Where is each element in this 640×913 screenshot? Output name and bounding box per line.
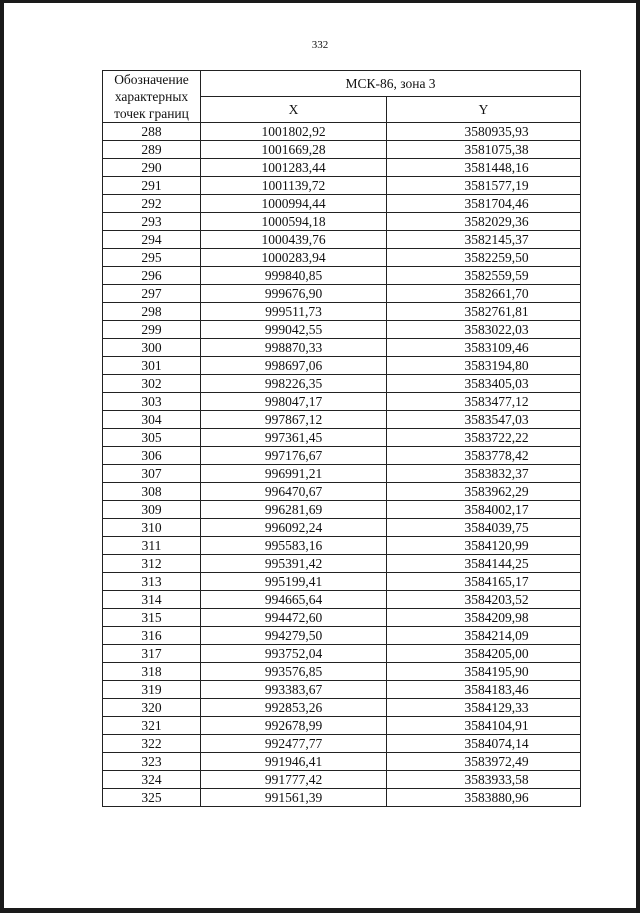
point-number-cell: 295 (103, 249, 201, 267)
table-row (103, 519, 581, 537)
table-row (103, 411, 581, 429)
y-coordinate-cell: 3583832,37 (387, 465, 581, 483)
y-coordinate-cell: 3582761,81 (387, 303, 581, 321)
x-coordinate-cell: 999840,85 (201, 267, 387, 285)
x-coordinate-cell: 999676,90 (201, 285, 387, 303)
y-coordinate-cell: 3584002,17 (387, 501, 581, 519)
table-row (103, 573, 581, 591)
point-number-cell: 311 (103, 537, 201, 555)
x-coordinate-cell: 998047,17 (201, 393, 387, 411)
y-coordinate-cell: 3583109,46 (387, 339, 581, 357)
table-row (103, 591, 581, 609)
table-row (103, 735, 581, 753)
point-number-cell: 292 (103, 195, 201, 213)
x-coordinate-cell: 998870,33 (201, 339, 387, 357)
y-coordinate-cell: 3584165,17 (387, 573, 581, 591)
table-row (103, 717, 581, 735)
table-row (103, 267, 581, 285)
coordinates-rows (103, 123, 581, 807)
x-coordinate-cell: 1000283,94 (201, 249, 387, 267)
table-row (103, 465, 581, 483)
point-number-cell: 320 (103, 699, 201, 717)
page-number: 332 (311, 39, 329, 51)
y-column-header: Y (387, 97, 581, 123)
point-number-cell: 301 (103, 357, 201, 375)
y-coordinate-cell: 3581075,38 (387, 141, 581, 159)
x-coordinate-cell: 1001139,72 (201, 177, 387, 195)
y-coordinate-cell: 3584144,25 (387, 555, 581, 573)
table-row (103, 177, 581, 195)
point-number-cell: 325 (103, 789, 201, 807)
point-number-cell: 288 (103, 123, 201, 141)
point-number-cell: 290 (103, 159, 201, 177)
table-row (103, 447, 581, 465)
y-coordinate-cell: 3584074,14 (387, 735, 581, 753)
table-row (103, 249, 581, 267)
x-coordinate-cell: 996470,67 (201, 483, 387, 501)
table-row (103, 699, 581, 717)
point-number-cell: 318 (103, 663, 201, 681)
x-coordinate-cell: 997361,45 (201, 429, 387, 447)
y-coordinate-cell: 3582145,37 (387, 231, 581, 249)
point-number-cell: 305 (103, 429, 201, 447)
x-coordinate-cell: 1000439,76 (201, 231, 387, 249)
y-coordinate-cell: 3583880,96 (387, 789, 581, 807)
table-row (103, 393, 581, 411)
table-row (103, 231, 581, 249)
y-coordinate-cell: 3583972,49 (387, 753, 581, 771)
point-number-cell: 324 (103, 771, 201, 789)
point-number-cell: 294 (103, 231, 201, 249)
x-column-header: X (201, 97, 387, 123)
y-coordinate-cell: 3584209,98 (387, 609, 581, 627)
table-row (103, 771, 581, 789)
point-number-cell: 323 (103, 753, 201, 771)
points-column-header (103, 71, 201, 123)
y-coordinate-cell: 3584203,52 (387, 591, 581, 609)
point-number-cell: 299 (103, 321, 201, 339)
point-number-cell: 322 (103, 735, 201, 753)
table-row (103, 195, 581, 213)
x-coordinate-cell: 993752,04 (201, 645, 387, 663)
point-number-cell: 302 (103, 375, 201, 393)
x-coordinate-cell: 995199,41 (201, 573, 387, 591)
y-coordinate-cell: 3583933,58 (387, 771, 581, 789)
point-number-cell: 312 (103, 555, 201, 573)
x-coordinate-cell: 992477,77 (201, 735, 387, 753)
point-number-cell: 300 (103, 339, 201, 357)
x-coordinate-cell: 991946,41 (201, 753, 387, 771)
x-coordinate-cell: 992678,99 (201, 717, 387, 735)
table-row (103, 645, 581, 663)
table-row (103, 213, 581, 231)
y-coordinate-cell: 3583962,29 (387, 483, 581, 501)
point-number-cell: 310 (103, 519, 201, 537)
y-coordinate-cell: 3584214,09 (387, 627, 581, 645)
x-coordinate-cell: 1001283,44 (201, 159, 387, 177)
point-number-cell: 313 (103, 573, 201, 591)
point-number-cell: 297 (103, 285, 201, 303)
y-coordinate-cell: 3584129,33 (387, 699, 581, 717)
x-coordinate-cell: 999042,55 (201, 321, 387, 339)
y-coordinate-cell: 3581448,16 (387, 159, 581, 177)
table-row (103, 555, 581, 573)
y-coordinate-cell: 3584104,91 (387, 717, 581, 735)
table-row (103, 429, 581, 447)
y-coordinate-cell: 3583405,03 (387, 375, 581, 393)
x-coordinate-cell: 1000994,44 (201, 195, 387, 213)
y-coordinate-cell: 3583778,42 (387, 447, 581, 465)
point-number-cell: 308 (103, 483, 201, 501)
y-coordinate-cell: 3583022,03 (387, 321, 581, 339)
y-coordinate-cell: 3581577,19 (387, 177, 581, 195)
y-coordinate-cell: 3582559,59 (387, 267, 581, 285)
x-coordinate-cell: 1000594,18 (201, 213, 387, 231)
x-coordinate-cell: 991561,39 (201, 789, 387, 807)
point-number-cell: 315 (103, 609, 201, 627)
points-header-line1: Обозначение (114, 72, 189, 87)
y-coordinate-cell: 3583722,22 (387, 429, 581, 447)
y-coordinate-cell: 3583194,80 (387, 357, 581, 375)
x-coordinate-cell: 994279,50 (201, 627, 387, 645)
table-row (103, 159, 581, 177)
x-coordinate-cell: 991777,42 (201, 771, 387, 789)
x-coordinate-cell: 997176,67 (201, 447, 387, 465)
x-coordinate-cell: 995391,42 (201, 555, 387, 573)
x-coordinate-cell: 995583,16 (201, 537, 387, 555)
x-coordinate-cell: 994665,64 (201, 591, 387, 609)
table-row (103, 789, 581, 807)
x-coordinate-cell: 999511,73 (201, 303, 387, 321)
y-coordinate-cell: 3581704,46 (387, 195, 581, 213)
points-header-line3: точек границ (114, 106, 189, 121)
document-page (4, 3, 636, 908)
point-number-cell: 314 (103, 591, 201, 609)
point-number-cell: 298 (103, 303, 201, 321)
table-row (103, 627, 581, 645)
table-row (103, 537, 581, 555)
y-coordinate-cell: 3584039,75 (387, 519, 581, 537)
coordinates-table (102, 70, 581, 807)
points-header-line2: характерных (114, 89, 189, 104)
point-number-cell: 296 (103, 267, 201, 285)
point-number-cell: 306 (103, 447, 201, 465)
y-coordinate-cell: 3584183,46 (387, 681, 581, 699)
x-coordinate-cell: 993383,67 (201, 681, 387, 699)
x-coordinate-cell: 993576,85 (201, 663, 387, 681)
table-row (103, 321, 581, 339)
point-number-cell: 309 (103, 501, 201, 519)
x-coordinate-cell: 996092,24 (201, 519, 387, 537)
point-number-cell: 293 (103, 213, 201, 231)
y-coordinate-cell: 3582259,50 (387, 249, 581, 267)
x-coordinate-cell: 1001669,28 (201, 141, 387, 159)
table-row (103, 339, 581, 357)
table-row (103, 141, 581, 159)
y-coordinate-cell: 3582029,36 (387, 213, 581, 231)
y-coordinate-cell: 3584195,90 (387, 663, 581, 681)
table-row (103, 609, 581, 627)
y-coordinate-cell: 3584205,00 (387, 645, 581, 663)
point-number-cell: 304 (103, 411, 201, 429)
table-row (103, 483, 581, 501)
x-coordinate-cell: 998697,06 (201, 357, 387, 375)
table-row (103, 357, 581, 375)
point-number-cell: 319 (103, 681, 201, 699)
y-coordinate-cell: 3583547,03 (387, 411, 581, 429)
point-number-cell: 316 (103, 627, 201, 645)
table-row (103, 681, 581, 699)
table-row (103, 375, 581, 393)
x-coordinate-cell: 992853,26 (201, 699, 387, 717)
coordinate-system-header: МСК-86, зона 3 (201, 71, 581, 97)
point-number-cell: 303 (103, 393, 201, 411)
point-number-cell: 307 (103, 465, 201, 483)
y-coordinate-cell: 3580935,93 (387, 123, 581, 141)
point-number-cell: 317 (103, 645, 201, 663)
table-row (103, 501, 581, 519)
x-coordinate-cell: 996991,21 (201, 465, 387, 483)
table-row (103, 753, 581, 771)
x-coordinate-cell: 1001802,92 (201, 123, 387, 141)
table-row (103, 123, 581, 141)
x-coordinate-cell: 996281,69 (201, 501, 387, 519)
table-row (103, 303, 581, 321)
table-row (103, 285, 581, 303)
y-coordinate-cell: 3583477,12 (387, 393, 581, 411)
x-coordinate-cell: 997867,12 (201, 411, 387, 429)
point-number-cell: 291 (103, 177, 201, 195)
point-number-cell: 321 (103, 717, 201, 735)
x-coordinate-cell: 998226,35 (201, 375, 387, 393)
x-coordinate-cell: 994472,60 (201, 609, 387, 627)
table-row (103, 663, 581, 681)
y-coordinate-cell: 3584120,99 (387, 537, 581, 555)
y-coordinate-cell: 3582661,70 (387, 285, 581, 303)
point-number-cell: 289 (103, 141, 201, 159)
